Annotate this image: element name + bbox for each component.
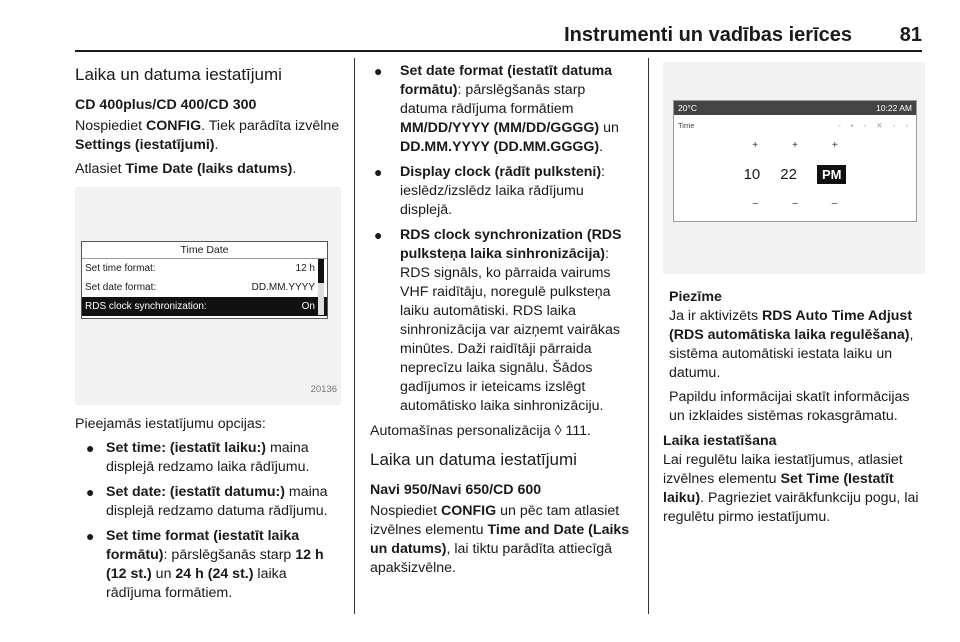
hour-value[interactable]: 10 <box>743 166 761 183</box>
column-divider <box>354 58 355 614</box>
note-title: Piezīme <box>669 289 722 305</box>
decrement-row <box>674 194 916 213</box>
time-date-menu <box>81 241 328 319</box>
list-item: ● RDS clock synchronization (RDS pulksteņa laika sinhronizācija): RDS signāls, ko pārraida vairums VHF raidītāju, noregulē pulksteņa laiku automātiski. RDS laika sinhronizācija var aizņemt vairākas minūtes. Daži raidītāji pārraida neprecīzu laika signālu. Šādos gadījumos ir ieteicams izslēgt automātisko laika sinhronizāciju. <box>374 227 622 414</box>
section-heading: Laika un datuma iestatījumi <box>370 450 577 469</box>
time-date-figure <box>75 187 341 405</box>
figure-number: 20136 <box>310 384 337 395</box>
hour-down-button[interactable]: – <box>752 198 759 209</box>
scroll-thumb[interactable] <box>318 259 324 283</box>
note-text: Papildu informācijai skatīt informācijas un izklaides sistēmas rokasgrāmatu. <box>669 389 910 424</box>
column-1 <box>75 62 341 609</box>
subsection-heading: Laika iestatīšana <box>663 433 777 449</box>
subsection-heading: CD 400plus/CD 400/CD 300 <box>75 97 257 113</box>
column-3 <box>663 62 925 532</box>
time-screen-figure <box>663 62 925 274</box>
page-number: 81 <box>899 24 922 46</box>
note <box>663 288 925 426</box>
display-screen <box>673 100 917 222</box>
header-rule <box>75 50 922 52</box>
minute-value[interactable]: 22 <box>780 166 797 183</box>
paragraph: Pieejamās iestatījumu opcijas: <box>75 416 266 432</box>
ampm-up-button[interactable]: + <box>831 140 838 151</box>
column-2 <box>370 62 636 583</box>
subsection-heading: Navi 950/Navi 650/CD 600 <box>370 482 542 498</box>
menu-title: Time Date <box>82 242 327 259</box>
increment-row <box>674 136 916 155</box>
note-text: Ja ir aktivizēts RDS Auto Time Adjust (RDS automātiska laika regulēšana), sistēma automātiski iestata laiku un datumu. <box>669 308 914 381</box>
paragraph: Nospiediet CONFIG un pēc tam atlasiet izvēlnes elementu Time and Date (Laiks un datums), lai tiktu parādīta attiecīgā apakšizvēlne. <box>370 503 630 576</box>
ampm-value[interactable]: PM <box>817 165 847 184</box>
time-values <box>674 165 916 184</box>
menu-scrollbar[interactable] <box>318 259 324 315</box>
section-heading: Laika un datuma iestatījumi <box>75 65 282 84</box>
menu-row-date-format[interactable]: Set date format: DD.MM.YYYY <box>85 282 315 293</box>
list-item: ● Set date: (iestatīt datumu:) maina displejā redzamo datuma rādījumu. <box>86 484 328 519</box>
column-divider <box>648 58 649 614</box>
header-title: Instrumenti un vadības ierīces <box>564 24 852 46</box>
list-item: ● Display clock (rādīt pulksteni): ieslēdz/izslēdz laika rādījumu displejā. <box>374 164 605 218</box>
minute-up-button[interactable]: + <box>792 140 798 151</box>
screen-subheader: Time ◦ ▪ ◦ ✕ ◦ ▫ <box>674 115 916 128</box>
menu-row-time-format[interactable]: Set time format: 12 h <box>85 263 315 274</box>
paragraph: Lai regulētu laika iestatījumus, atlasiet izvēlnes elementu Set Time (Iestatīt laiku). Pagrieziet vairākfunkciju pogu, lai regulētu pirmo iestatījumu. <box>663 452 919 525</box>
list-item: ● Set time format (iestatīt laika formātu): pārslēgšanās starp 12 h (12 st.) un 24 h (24 st.) laika rādījuma formātiem. <box>86 528 324 601</box>
list-item: ● Set time: (iestatīt laiku:) maina displejā redzamo laika rādījumu. <box>86 440 310 475</box>
hour-up-button[interactable]: + <box>752 140 759 151</box>
paragraph: Nospiediet CONFIG. Tiek parādīta izvēlne Settings (iestatījumi). <box>75 118 340 153</box>
list-item: ● Set date format (iestatīt datuma formātu): pārslēgšanās starp datuma rādījuma formātiem MM/DD/YYYY (MM/DD/GGGG) un DD.MM.YYYY (DD.MM.GGGG). <box>374 63 619 155</box>
status-icons: ◦ ▪ ◦ ✕ ◦ ▫ <box>838 121 912 130</box>
cross-reference[interactable]: Automašīnas personalizācija ◊ 111. <box>370 423 591 439</box>
menu-row-rds-sync[interactable]: RDS clock synchronization: On <box>82 297 327 316</box>
minute-down-button[interactable]: – <box>792 198 798 209</box>
ampm-down-button[interactable]: – <box>831 198 838 209</box>
status-bar: 20°C 10:22 AM <box>674 101 916 115</box>
page-header <box>75 22 922 52</box>
paragraph: Atlasiet Time Date (laiks datums). <box>75 161 297 177</box>
